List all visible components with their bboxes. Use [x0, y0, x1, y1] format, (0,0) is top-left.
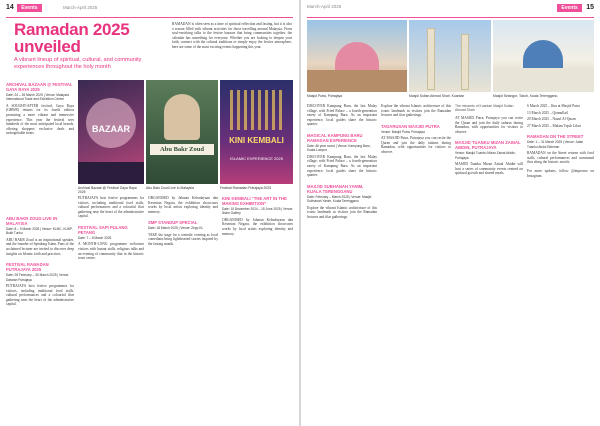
- column-four: [222, 196, 293, 421]
- poster-caption-3: Festival Ramadan Putrajaya 2025: [220, 186, 272, 190]
- decorative-circle: [86, 98, 136, 148]
- header-rule: [6, 17, 293, 18]
- event-info: Venue: Masjid Tuanku Mizan Zainal Abidin, Putrajaya: [455, 151, 516, 160]
- column-three: [148, 196, 218, 421]
- event-text: TAKE the stage for a comedic evening as local comedians bring lighthearted stories inspired by the fasting month.: [148, 232, 218, 246]
- page-header: [6, 4, 97, 18]
- event-info: Date: 1 – 31 March 2025 | Venue: Jalan Tuanku Abdul Rahman: [527, 140, 584, 149]
- bullet-item: 6 March 2025 – Iftar at Masjid Putra: [527, 104, 580, 108]
- photo-caption-1: Masjid Putra, Putrajaya: [307, 94, 343, 98]
- event-text: ORGANISED by Jabatan Kebudayaan dan Kesenian Negara, the exhibition showcases works by local artists exploring identity and memory.: [222, 217, 293, 236]
- building-base: [493, 68, 594, 92]
- intro-text: RAMADAN is often seen as a time of spiritual reflection and fasting, but it is also a season filled with vibrant activities for those travelling around Malaysia. From soul-enriching talks to the festive bazaars that bring communities together, the calendar has something for everyone. Whether you are looking to deepen your faith, connect with the cultural traditions or simply enjoy the festive atmosphere, here are some of the most exciting events happening this year.: [172, 22, 292, 49]
- poster-festival-ramadan: [220, 80, 293, 184]
- event-text: ABU BAKR Zoud is an inspirational speaker, and the founder of Speaking Islam. Fans of the acclaimed lecturer are invited to discover deep insights on Islamic faith and practices.: [6, 237, 74, 256]
- minaret-shape: [461, 34, 469, 90]
- event-heading: ARCHIVAL BAZAAR @ FESTIVAL GAYA RAYA 2025: [6, 82, 73, 92]
- event-text: ORGANISED by Jabatan Kebudayaan dan Kesenian Negara, the exhibition showcases works by local artists exploring identity and memory.: [148, 196, 218, 214]
- column-three: [455, 104, 523, 422]
- photo-masjid-selangor: [493, 20, 594, 92]
- event-text: PUTRAJAYA host festive programmes for visitors, including traditional food stalls, cultural performances and a colourful iftar gathering near the heart of the administrative capital.: [6, 284, 74, 307]
- footer-note: For more updates, follow @tmpromo on Instagram.: [527, 168, 594, 178]
- poster-caption-2: Abu Bakr Zoud Live In Malaysia: [146, 186, 194, 190]
- poster-caption-1: Archival Bazaar @ Festival Gaya Raya 2025: [78, 186, 137, 194]
- page-subtitle: A vibrant lineup of spiritual, cultural, and community experiences throughout the holy month: [14, 57, 142, 70]
- event-text: RAMADAN on the Street returns with food stalls, cultural performances and communal iftar along the historic stretch.: [527, 151, 594, 165]
- right-page: [301, 0, 600, 426]
- photo-caption-2: The minarets of Kuantan Masjid Sultan Ahmad Shah: [455, 104, 514, 112]
- photo-minarets: [409, 20, 491, 92]
- event-heading: TADARUSAN MASJID PUTRA: [381, 123, 440, 129]
- event-archival-bazaar: [6, 82, 74, 214]
- poster-abu-bakr-zoud: [146, 80, 218, 184]
- left-page: [0, 0, 299, 426]
- poster-footer: [78, 162, 144, 184]
- section-label: Events: [557, 4, 581, 12]
- event-info: Date: 18 March 2025 | Venue: Zepp KL: [148, 226, 204, 231]
- event-abu-bakr: [6, 216, 74, 421]
- poster-title: Abu Bakr Zoud: [150, 144, 214, 155]
- poster-title: BAZAAR: [92, 124, 130, 134]
- issue-date: March-April 2025: [62, 5, 98, 10]
- speaker-figure: [164, 94, 200, 140]
- event-heading: RAMADAN ON THE STREET: [527, 134, 584, 140]
- lantern-graphic: [230, 90, 283, 130]
- poster-subtitle: ISLAMIC EXPERIENCE 2025: [230, 156, 283, 161]
- issue-date: March-April 2025: [307, 4, 342, 9]
- event-heading: ABU BAKR ZOUD LIVE IN MALAYSIA: [6, 216, 58, 226]
- column-two: [78, 196, 144, 421]
- dome-shape: [335, 42, 379, 72]
- ground-shape: [307, 70, 407, 92]
- event-text: DISCOVER Kampung Baru, the last Malay village, with Fried Palace – a fourth-generation eatery of Kampung Baru. As an important experience, local guides share the historic quarter.: [307, 104, 377, 127]
- page-number: 14: [6, 4, 14, 11]
- photo-caption-3: Masjid Sultan Ahmad Shah, Kuantan: [409, 94, 465, 98]
- column-four: [527, 104, 594, 422]
- page-header: [307, 4, 594, 18]
- bullet-item: 27 March 2025 – Malam Tujuh Likur: [527, 123, 581, 128]
- event-info: Date: 28 February – 30 March 2025 | Venue: Dataran Putrajaya: [6, 273, 70, 282]
- event-heading: FESTIVAL SAPI PULANG PETANG: [78, 224, 128, 235]
- event-heading: SMP STANDUP SPECIAL: [148, 220, 198, 226]
- page-title: Ramadan 2025 unveiled: [14, 20, 130, 56]
- event-heading: FESTIVAL RAMADAN PUTRAJAYA 2025: [6, 262, 49, 273]
- page-number: 15: [586, 4, 594, 11]
- event-text: A SOUGHT-AFTER festival, Gaya Raya (GRWR) returns for its fourth edition promising a more vibrant and immersive experience. This year the festival sees hundreds of the most anticipated local brands, offering shoppers exclusive deals and unforgettable treats.: [6, 103, 74, 136]
- event-info: Date: 24 – 26 March 2025 | Venue: Malaysia International Trade and Exhibition Centre: [6, 93, 69, 102]
- event-text: AT MASJID Putra, Putrajaya you can recite the Quran and join the daily tadarus during Ramadan, with opportunities for visitors to observe.: [381, 136, 451, 154]
- poster-title: KINI KEMBALI: [229, 136, 284, 145]
- event-heading: MASJID SUBHANAH YANIM, KUALA TERENGGANU: [307, 183, 364, 194]
- minaret-shape: [427, 28, 435, 90]
- event-text: A MONTH-LONG programme welcomes visitors with bazaar stalls, religious talks and an evening of community iftar in the historic town centre.: [78, 242, 144, 261]
- header-rule: [307, 17, 594, 18]
- bullet-item: 13 March 2025 – Qiamullail: [527, 110, 568, 115]
- event-heading: KINI KEMBALI “THE ART IN THE MAKING EXHIBITION”: [222, 196, 287, 206]
- bullet-item: 20 March 2025 – Nuzul Al-Quran: [527, 117, 576, 122]
- event-text: MASJID Tuanku Mizan Zainal Abidin will host a series of community events centred on spiritual growth and shared meals.: [455, 162, 523, 176]
- event-heading: MAGICAL KAMPUNG BARU RAMADAN EXPERIENCE: [307, 132, 363, 143]
- column-one: [307, 104, 377, 422]
- column-two: [381, 104, 451, 422]
- photo-caption-4: Masjid Selangor, Tokoh, Kuala Terengganu: [493, 94, 558, 98]
- photo-masjid-putra: [307, 20, 407, 92]
- event-text: PUTRAJAYA host festive programmes for visitors, including traditional food stalls, cultural performances and a colourful iftar gathering near the heart of the administrative capital.: [78, 196, 144, 219]
- event-text: DISCOVER Kampung Baru, the last Malay village, with Fried Palace – a fourth-generation eatery of Kampung Baru. As an important experience, local guides share the historic quarter.: [307, 154, 377, 178]
- event-info: Date: All year round | Venue: Kampung Baru, Kuala Lumpur: [307, 143, 371, 153]
- event-info: Date: 15 December 2024 – 15 June 2025 | Venue: Ilham Gallery: [222, 207, 293, 216]
- event-text: Explore the vibrant Islamic architecture of this iconic landmark as visitors join the Ramadan lectures and iftar gatherings.: [307, 205, 377, 219]
- poster-gaya-raya: [78, 80, 144, 184]
- event-info: Date: 8 – 9 March 2025 | Venue: KLMC, KLWP, Bukit Tunku: [6, 227, 73, 236]
- event-info: Date: 7 – 8 March 2025: [78, 235, 112, 240]
- event-text: AT MASJID Putra, Putrajaya you can recite the Quran and join the daily tadarus during Ramadan, with opportunities for visitors to observe.: [455, 116, 523, 134]
- event-info: Date: February – March 2025 | Venue: Masjid Subhanah Yanim, Kuala Terengganu: [307, 194, 372, 204]
- section-label: Events: [17, 4, 41, 12]
- event-heading: MASJID TUANKU MIZAN ZAINAL ABIDIN, PUTRAJAYA: [455, 140, 521, 151]
- event-text: Explore the vibrant Islamic architecture of this iconic landmark as visitors join the Ramadan lectures and iftar gatherings.: [381, 104, 451, 118]
- event-info: Venue: Masjid Putra, Putrajaya: [381, 129, 425, 134]
- dome-shape: [523, 40, 563, 68]
